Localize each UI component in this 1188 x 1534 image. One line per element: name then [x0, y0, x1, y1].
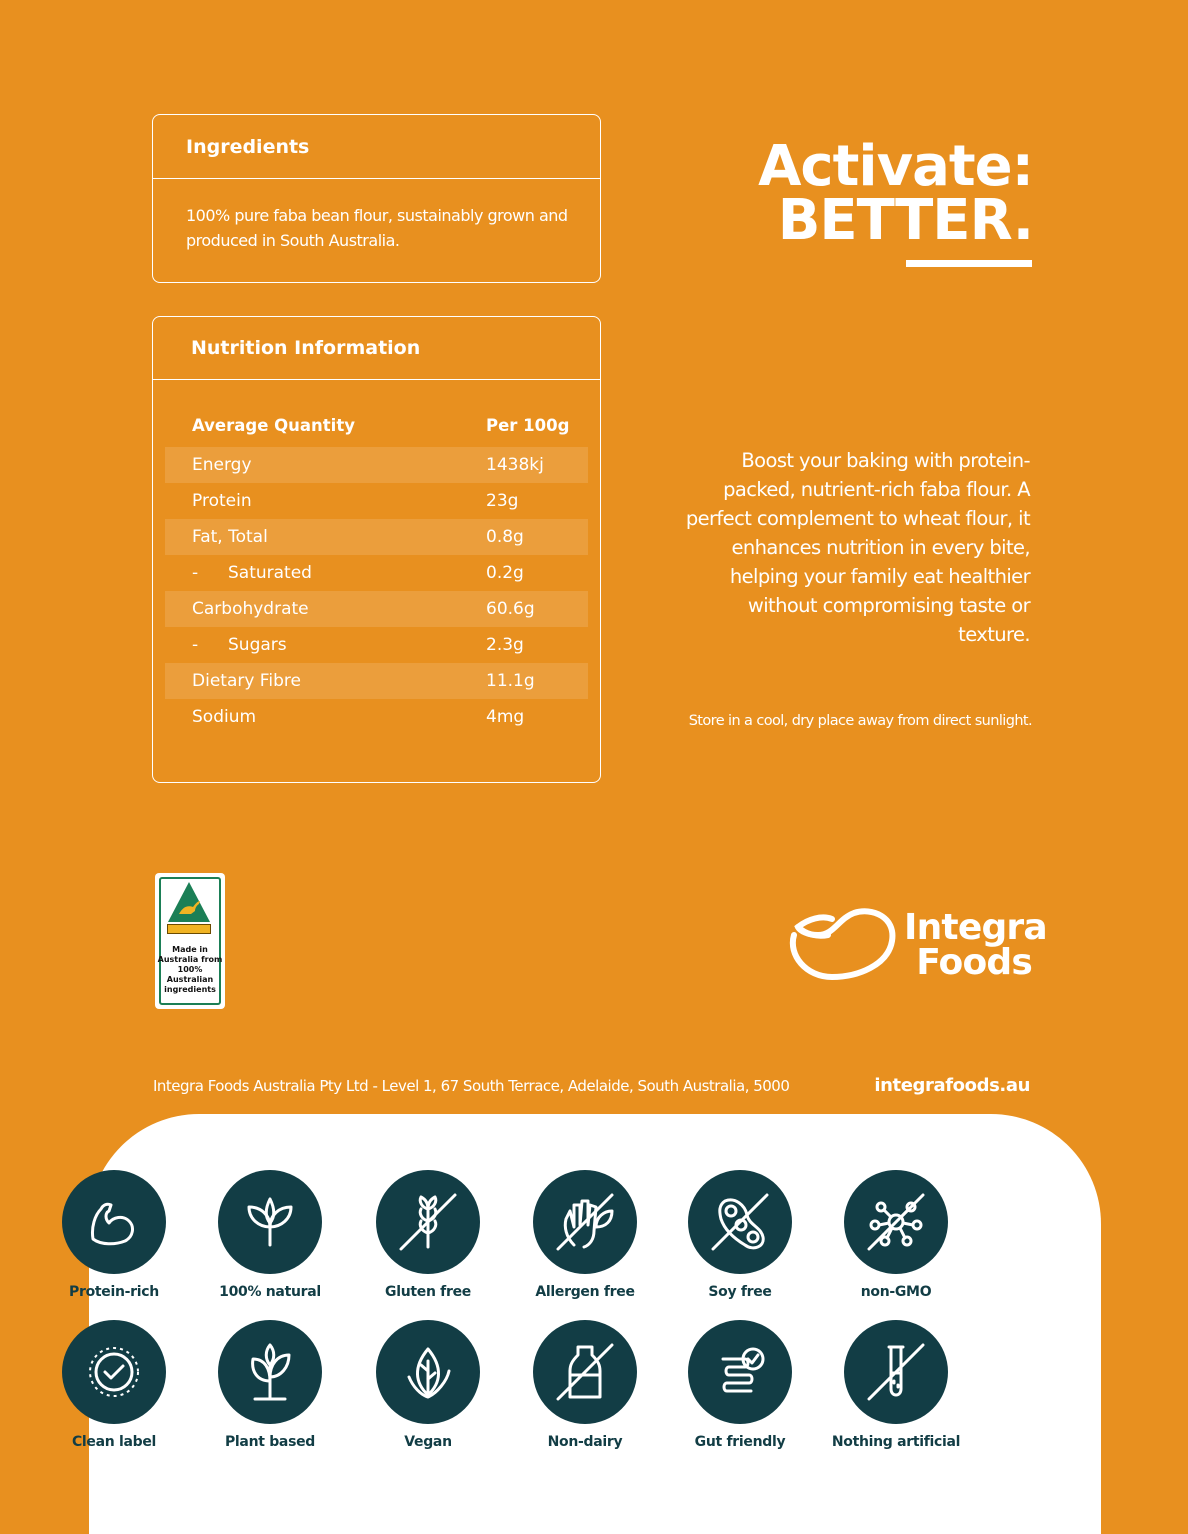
badge-text: Made in Australia from 100% Australian ingredients — [157, 945, 223, 994]
claim-item — [39, 1320, 189, 1450]
claim-item — [665, 1320, 815, 1450]
nutrition-title: Nutrition Information — [153, 317, 600, 380]
claim-item — [353, 1320, 503, 1450]
nutrition-row — [165, 519, 588, 555]
badge-ruler-bar — [167, 924, 211, 934]
hand-leaf-crossed-icon — [533, 1170, 637, 1274]
nutrient-value: 23g — [486, 491, 519, 511]
nutrient-name: Sodium — [192, 707, 257, 727]
nutrient-name: Energy — [192, 455, 252, 475]
molecule-crossed-icon — [844, 1170, 948, 1274]
sub-item-dash: - — [192, 563, 199, 583]
claim-item — [195, 1320, 345, 1450]
headline-line2: BETTER. — [777, 188, 1033, 253]
australian-made-badge — [155, 873, 225, 1009]
nutrition-table — [165, 403, 588, 735]
ingredients-title: Ingredients — [153, 115, 600, 179]
headline-line1: Activate: — [758, 134, 1033, 199]
claim-label: Vegan — [404, 1434, 452, 1450]
company-address: Integra Foods Australia Pty Ltd - Level 1, 67 South Terrace, Adelaide, South Australia, 5000 — [153, 1077, 790, 1095]
claim-label: Gut friendly — [694, 1434, 786, 1450]
claim-item — [821, 1320, 971, 1450]
claim-label: Soy free — [708, 1284, 772, 1300]
brand-name — [904, 907, 1047, 983]
nutrition-row — [165, 447, 588, 483]
nutrient-name: Sugars — [228, 635, 287, 655]
col-average-quantity: Average Quantity — [192, 415, 355, 435]
claim-label: non-GMO — [860, 1284, 932, 1300]
claim-label: Gluten free — [385, 1284, 471, 1300]
website-link[interactable]: integrafoods.au — [874, 1075, 1030, 1096]
nutrient-value: 0.8g — [486, 527, 524, 547]
milk-bottle-crossed-icon — [533, 1320, 637, 1424]
col-per-100g: Per 100g — [486, 415, 570, 435]
claim-label: Allergen free — [535, 1284, 635, 1300]
ingredients-panel — [152, 114, 601, 283]
nutrition-row — [165, 555, 588, 591]
claim-label: Non-dairy — [547, 1434, 623, 1450]
gut-check-icon — [688, 1320, 792, 1424]
product-description: Boost your baking with protein-packed, nutrient-rich faba flour. A perfect complement to wheat flour, it enhances nutrition in every bite, helping your family eat healthier without compromising taste or texture. — [685, 449, 1030, 646]
nutrition-row — [165, 699, 588, 735]
integra-leaf-logo-icon — [788, 905, 898, 981]
wheat-crossed-icon — [376, 1170, 480, 1274]
soybean-crossed-icon — [688, 1170, 792, 1274]
sub-item-dash: - — [192, 635, 199, 655]
claim-item — [195, 1170, 345, 1300]
nutrient-name: Dietary Fibre — [192, 671, 301, 691]
brand-name-line1: Integra — [904, 907, 1047, 948]
headline — [758, 134, 1033, 253]
claim-item — [510, 1320, 660, 1450]
claim-item — [665, 1170, 815, 1300]
vegan-leaf-icon — [376, 1320, 480, 1424]
nutrition-row — [165, 591, 588, 627]
nutrition-panel — [152, 316, 601, 783]
ingredients-text: 100% pure faba bean flour, sustainably grown and produced in South Australia. — [186, 206, 568, 250]
claim-item — [353, 1170, 503, 1300]
claim-label: Plant based — [224, 1434, 316, 1450]
nutrition-header-row — [165, 403, 588, 447]
nutrient-name: Protein — [192, 491, 252, 511]
nutrient-value: 11.1g — [486, 671, 535, 691]
claims-panel — [69, 1114, 1101, 1534]
claim-label: Protein-rich — [69, 1284, 159, 1300]
test-tube-crossed-icon — [844, 1320, 948, 1424]
leaves-icon — [218, 1170, 322, 1274]
nutrition-row — [165, 663, 588, 699]
plant-icon — [218, 1320, 322, 1424]
nutrient-name: Saturated — [228, 563, 312, 583]
brand-name-line2: Foods — [916, 942, 1032, 983]
nutrient-value: 60.6g — [486, 599, 535, 619]
nutrient-value: 0.2g — [486, 563, 524, 583]
nutrient-name: Fat, Total — [192, 527, 268, 547]
claim-label: 100% natural — [219, 1284, 321, 1300]
headline-underline — [906, 260, 1032, 267]
nutrition-row — [165, 483, 588, 519]
storage-instructions: Store in a cool, dry place away from direct sunlight. — [688, 713, 1032, 729]
flexed-arm-icon — [62, 1170, 166, 1274]
nutrient-name: Carbohydrate — [192, 599, 309, 619]
claim-item — [39, 1170, 189, 1300]
check-badge-icon — [62, 1320, 166, 1424]
nutrition-row — [165, 627, 588, 663]
nutrient-value: 1438kj — [486, 455, 544, 475]
kangaroo-triangle-icon — [167, 881, 211, 923]
nutrient-value: 4mg — [486, 707, 525, 727]
claim-label: Nothing artificial — [831, 1434, 961, 1450]
claim-item — [821, 1170, 971, 1300]
claim-item — [510, 1170, 660, 1300]
claim-label: Clean label — [71, 1434, 157, 1450]
nutrient-value: 2.3g — [486, 635, 524, 655]
